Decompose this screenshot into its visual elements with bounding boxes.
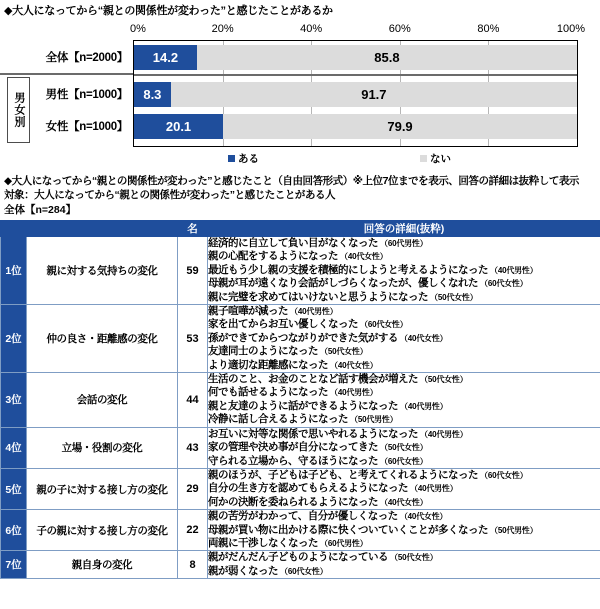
- detail-respondent: （50代女性）: [388, 553, 438, 563]
- detail-line: [208, 441, 600, 454]
- table-row: [1, 305, 600, 373]
- legend-swatch: [420, 155, 427, 162]
- cell-rank: 6位: [1, 510, 27, 551]
- x-tick-60: 60%: [388, 23, 411, 35]
- detail-line: [208, 250, 600, 263]
- detail-line: [208, 237, 600, 250]
- detail-line: [208, 455, 600, 468]
- bar-segment-nai: [134, 45, 577, 70]
- lead-line-1: ◆大人になってから“親との関係性が変わった”と感じたこと（自由回答形式）※上位7位までを表示、回答の詳細は抜粋して表示: [4, 175, 579, 187]
- legend-swatch: [228, 155, 235, 162]
- bar-row: [134, 114, 577, 139]
- table-row: [1, 427, 600, 468]
- detail-respondent: （50代女性）: [418, 375, 468, 385]
- chart-plot-area: [133, 40, 578, 147]
- detail-text: 自分の生き方を認めてもらえるようになった: [208, 482, 408, 495]
- cell-rank: 3位: [1, 373, 27, 428]
- x-tick-40: 40%: [300, 23, 323, 35]
- detail-line: [208, 359, 600, 372]
- detail-line: [208, 277, 600, 290]
- detail-line: [208, 537, 600, 550]
- bar-chart: [0, 23, 600, 171]
- detail-text: 母親が買い物に出かける際に快くついていくことが多くなった: [208, 523, 488, 536]
- detail-line: [208, 373, 600, 386]
- detail-respondent: （40代女性）: [338, 252, 388, 262]
- x-tick-20: 20%: [211, 23, 234, 35]
- bar-value-aru: 8.3: [143, 87, 162, 102]
- detail-text: 冷静に話し合えるようになった: [208, 413, 348, 426]
- bar-row: [134, 45, 577, 70]
- detail-text: 何かの決断を委ねられるようになった: [208, 495, 378, 508]
- detail-respondent: （40代男性）: [328, 388, 378, 398]
- cell-count: 59: [178, 237, 208, 305]
- detail-text: 親の心配をするようになった: [208, 250, 338, 263]
- cell-category: 親自身の変化: [27, 551, 178, 579]
- ranking-section-lead: [0, 171, 600, 218]
- header-category: [27, 221, 178, 237]
- detail-respondent: （50代女性）: [428, 292, 478, 302]
- cell-category: 会話の変化: [27, 373, 178, 428]
- cell-details: [208, 551, 600, 579]
- detail-respondent: （50代女性）: [318, 347, 368, 357]
- legend-item: [228, 151, 259, 166]
- cell-details: [208, 510, 600, 551]
- legend-label: ない: [430, 153, 451, 165]
- header-rank: [1, 221, 27, 237]
- chart-section-title: ◆大人になってから“親との関係性が変わった”と感じたことがあるか: [4, 5, 333, 17]
- table-row: [1, 468, 600, 509]
- bar-segment-nai: [134, 82, 577, 107]
- cell-rank: 2位: [1, 305, 27, 373]
- table-row: [1, 373, 600, 428]
- table-header-row: [1, 221, 600, 237]
- detail-text: お互いに対等な関係で思いやれるようになった: [208, 427, 418, 440]
- cell-count: 8: [178, 551, 208, 579]
- detail-text: 母親が耳が遠くなり会話がしづらくなったが、優しくなれた: [208, 277, 478, 290]
- chart-group-separator: [134, 74, 577, 76]
- detail-respondent: （60代女性）: [358, 320, 408, 330]
- cell-details: [208, 305, 600, 373]
- detail-line: [208, 264, 600, 277]
- gender-group-label: 男女別: [13, 92, 25, 128]
- detail-respondent: （50代女性）: [378, 443, 428, 453]
- detail-text: 生活のこと、お金のことなど話す機会が増えた: [208, 373, 418, 386]
- detail-text: 親の苦労がわかって、自分が優しくなった: [208, 510, 398, 523]
- detail-line: [208, 496, 600, 509]
- cell-details: [208, 237, 600, 305]
- chart-category-label: 女性【n=1000】: [45, 121, 128, 133]
- chart-group-separator-left: [0, 73, 133, 75]
- detail-line: [208, 345, 600, 358]
- cell-details: [208, 373, 600, 428]
- cell-category: 立場・役割の変化: [27, 427, 178, 468]
- cell-count: 29: [178, 468, 208, 509]
- cell-rank: 5位: [1, 468, 27, 509]
- legend-item: [420, 151, 451, 166]
- ranking-table: [0, 220, 600, 579]
- detail-respondent: （40代女性）: [328, 360, 378, 370]
- detail-line: [208, 413, 600, 426]
- cell-rank: 4位: [1, 427, 27, 468]
- detail-text: 何でも話せるようになった: [208, 386, 328, 399]
- detail-respondent: （40代男性）: [408, 484, 458, 494]
- detail-respondent: （60代女性）: [278, 566, 328, 576]
- cell-count: 53: [178, 305, 208, 373]
- detail-respondent: （50代男性）: [348, 415, 398, 425]
- header-count: 名: [178, 221, 208, 237]
- cell-count: 44: [178, 373, 208, 428]
- cell-details: [208, 468, 600, 509]
- detail-line: [208, 524, 600, 537]
- detail-line: [208, 551, 600, 564]
- bar-value-nai: 79.9: [387, 119, 413, 134]
- detail-respondent: （40代男性）: [488, 265, 538, 275]
- lead-sample-size: 全体【n=284】: [4, 204, 77, 216]
- detail-respondent: （60代女性）: [478, 470, 528, 480]
- bar-value-nai: 85.8: [374, 50, 400, 65]
- cell-rank: 7位: [1, 551, 27, 579]
- x-axis-tick-labels: [0, 23, 600, 39]
- cell-category: 親に対する気持ちの変化: [27, 237, 178, 305]
- detail-respondent: （40代男性）: [398, 401, 448, 411]
- header-details: 回答の詳細(抜粋): [208, 221, 600, 237]
- bar-value-aru: 20.1: [165, 119, 192, 134]
- detail-text: 親子喧嘩が減った: [208, 305, 288, 318]
- table-row: [1, 551, 600, 579]
- detail-line: [208, 332, 600, 345]
- detail-respondent: （60代女性）: [478, 279, 528, 289]
- detail-respondent: （40代女性）: [397, 512, 448, 522]
- detail-text: 経済的に自立して負い目がなくなった: [208, 237, 378, 249]
- detail-line: [208, 305, 600, 318]
- table-row: [1, 237, 600, 305]
- detail-respondent: （50代男性）: [488, 525, 538, 535]
- table-body: [1, 237, 600, 579]
- lead-line-2: 対象：大人になってから“親との関係性が変わった”と感じたことがある人: [4, 189, 336, 201]
- cell-rank: 1位: [1, 237, 27, 305]
- detail-line: [208, 510, 600, 523]
- detail-text: 孫ができてからつながりができた気がする: [208, 331, 398, 344]
- detail-line: [208, 318, 600, 331]
- x-tick-0: 0%: [130, 23, 146, 35]
- detail-text: 親のほうが、子どもは子ども、と考えてくれるようになった: [208, 468, 478, 481]
- detail-respondent: （40代男性）: [418, 429, 468, 439]
- detail-text: 守られる立場から、守るほうになった: [208, 454, 378, 467]
- chart-legend: [0, 151, 600, 167]
- cell-category: 子の親に対する接し方の変化: [27, 510, 178, 551]
- chart-category-label: 全体【n=2000】: [45, 52, 128, 64]
- detail-text: 家の管理や決め事が自分になってきた: [208, 441, 378, 454]
- bar-value-aru: 14.2: [152, 50, 179, 65]
- detail-line: [208, 482, 600, 495]
- detail-text: 親と友達のように話ができるようになった: [208, 399, 398, 412]
- x-tick-80: 80%: [477, 23, 500, 35]
- cell-details: [208, 427, 600, 468]
- detail-line: [208, 291, 600, 304]
- detail-text: 友達同士のようになった: [208, 345, 318, 358]
- chart-category-label: 男性【n=1000】: [45, 89, 128, 101]
- detail-line: [208, 400, 600, 413]
- detail-line: [208, 565, 600, 578]
- cell-count: 22: [178, 510, 208, 551]
- table-row: [1, 510, 600, 551]
- detail-line: [208, 428, 600, 441]
- detail-respondent: （60代女性）: [378, 456, 428, 466]
- bar-value-nai: 91.7: [361, 87, 387, 102]
- bar-row: [134, 82, 577, 107]
- detail-text: 両親に干渉しなくなった: [208, 536, 318, 549]
- detail-text: より適切な距離感になった: [208, 358, 328, 371]
- detail-respondent: （40代女性）: [397, 333, 448, 343]
- detail-text: 最近もう少し親の支援を積極的にしようと考えるようになった: [208, 263, 488, 276]
- detail-text: 家を出てからお互い優しくなった: [208, 318, 358, 331]
- detail-respondent: （60代男性）: [318, 538, 368, 548]
- detail-line: [208, 386, 600, 399]
- cell-count: 43: [178, 427, 208, 468]
- detail-respondent: （40代男性）: [288, 307, 338, 317]
- x-tick-100: 100%: [556, 23, 586, 35]
- detail-respondent: （40代女性）: [378, 497, 428, 507]
- detail-text: 親に完璧を求めてはいけないと思うようになった: [208, 290, 428, 303]
- detail-text: 親がだんだん子どものようになっている: [208, 551, 388, 564]
- detail-line: [208, 469, 600, 482]
- cell-category: 仲の良さ・距離感の変化: [27, 305, 178, 373]
- legend-label: ある: [238, 153, 259, 165]
- detail-text: 親が弱くなった: [208, 564, 278, 577]
- detail-respondent: （60代男性）: [378, 239, 428, 248]
- gender-group-bracket: [7, 77, 30, 143]
- cell-category: 親の子に対する接し方の変化: [27, 468, 178, 509]
